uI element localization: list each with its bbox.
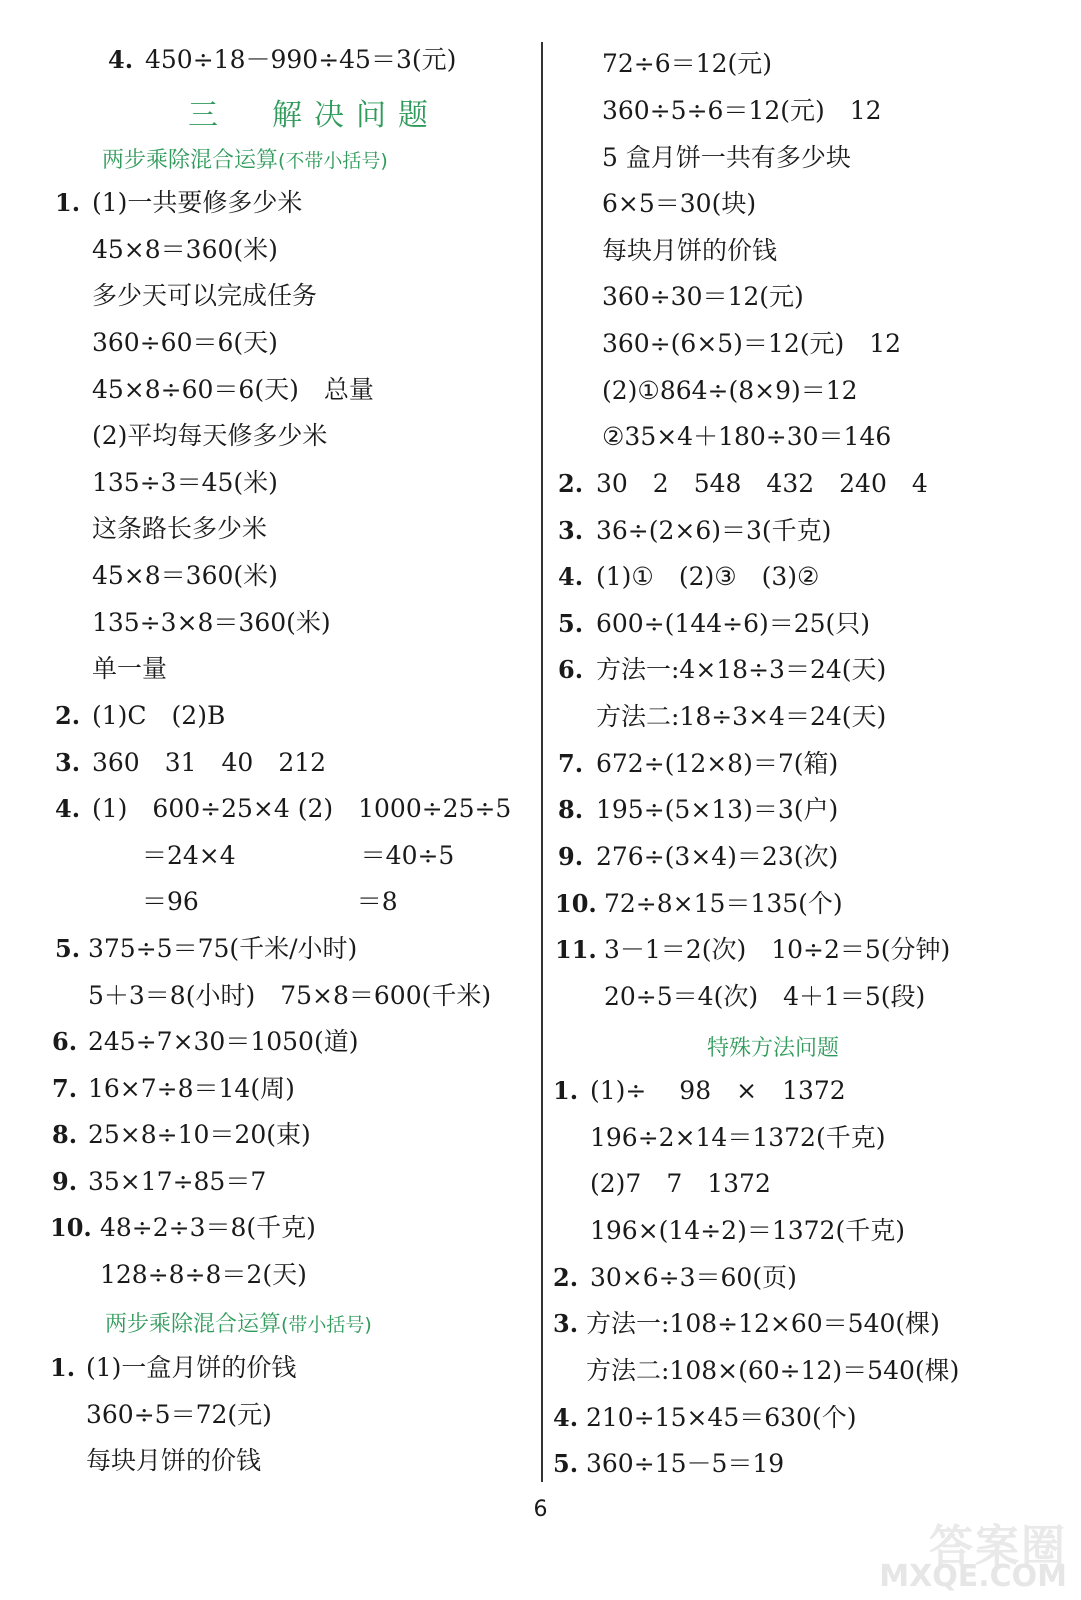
item-number: 1. xyxy=(553,1076,579,1105)
item-number: 2. xyxy=(55,701,81,730)
answer-line: 360 31 40 212 xyxy=(92,748,327,777)
answer-line: 单一量 xyxy=(92,654,168,683)
answer-line: (2)①864÷(8×9)＝12 xyxy=(602,376,858,405)
item-number: 4. xyxy=(108,45,134,74)
item-number: 10. xyxy=(50,1213,92,1242)
answer-line: 20÷5＝4(次) 4＋1＝5(段) xyxy=(604,982,926,1011)
item-number: 1. xyxy=(55,188,81,217)
answer-line: 35×17÷85＝7 xyxy=(88,1167,267,1196)
answer-line: 45×8÷60＝6(天) 总量 xyxy=(92,375,374,404)
answer-line: 方法一:4×18÷3＝24(天) xyxy=(596,655,887,684)
answer-line: (1)一盒月饼的价钱 xyxy=(86,1353,297,1382)
answer-line: 196÷2×14＝1372(千克) xyxy=(590,1123,886,1152)
answer-line: (1)① (2)③ (3)② xyxy=(596,562,820,591)
watermark-text: 答案圈 xyxy=(929,1521,1067,1572)
item-number: 7. xyxy=(558,749,584,778)
answer-line: 72÷8×15＝135(个) xyxy=(604,889,843,918)
section-title: 三 解决问题 xyxy=(188,98,440,133)
answer-line: 360÷15－5＝19 xyxy=(586,1449,785,1478)
answer-line: 245÷7×30＝1050(道) xyxy=(88,1027,359,1056)
answer-line: 30 2 548 432 240 4 xyxy=(596,469,928,498)
answer-line: 5＋3＝8(小时) 75×8＝600(千米) xyxy=(88,981,492,1010)
answer-line: (2)平均每天修多少米 xyxy=(92,421,328,450)
item-number: 2. xyxy=(553,1263,579,1292)
answer-line: 48÷2÷3＝8(千克) xyxy=(100,1213,316,1242)
answer-line: 196×(14÷2)＝1372(千克) xyxy=(590,1216,905,1245)
answer-line: 135÷3×8＝360(米) xyxy=(92,608,331,637)
answer-line: 25×8÷10＝20(束) xyxy=(88,1120,311,1149)
watermark-url: MXQE.COM xyxy=(879,1559,1067,1594)
item-number: 5. xyxy=(553,1449,579,1478)
answer-line: 5 盒月饼一共有多少块 xyxy=(602,143,851,172)
item-number: 6. xyxy=(52,1027,78,1056)
answer-line: (1)一共要修多少米 xyxy=(92,188,303,217)
answer-line: 方法二:108×(60÷12)＝540(棵) xyxy=(586,1356,960,1385)
item-number: 6. xyxy=(558,655,584,684)
item-number: 9. xyxy=(52,1167,78,1196)
item-number: 7. xyxy=(52,1074,78,1103)
answer-line: 45×8＝360(米) xyxy=(92,235,278,264)
answer-line: 195÷(5×13)＝3(户) xyxy=(596,795,839,824)
page-number: 6 xyxy=(533,1497,548,1522)
item-number: 4. xyxy=(55,794,81,823)
answer-line: 多少天可以完成任务 xyxy=(92,281,318,310)
answer-line: 276÷(3×4)＝23(次) xyxy=(596,842,839,871)
answer-line: 3－1＝2(次) 10÷2＝5(分钟) xyxy=(604,935,951,964)
answer-line: ②35×4＋180÷30＝146 xyxy=(602,422,892,451)
answer-line: 72÷6＝12(元) xyxy=(602,49,772,78)
answer-line: 6×5＝30(块) xyxy=(602,189,757,218)
answer-line: 30×6÷3＝60(页) xyxy=(590,1263,797,1292)
answer-line: 方法一:108÷12×60＝540(棵) xyxy=(586,1309,940,1338)
answer-line: ＝24×4 ＝40÷5 xyxy=(92,841,455,870)
watermark-logo xyxy=(879,1510,1067,1594)
answer-line: 每块月饼的价钱 xyxy=(86,1446,262,1475)
item-number: 4. xyxy=(558,562,584,591)
answer-line: 36÷(2×6)＝3(千克) xyxy=(596,516,832,545)
item-number: 5. xyxy=(558,609,584,638)
answer-line: 360÷5＝72(元) xyxy=(86,1400,272,1429)
item-number: 8. xyxy=(52,1120,78,1149)
item-number: 5. xyxy=(55,934,81,963)
item-number: 10. xyxy=(555,889,597,918)
item-number: 4. xyxy=(553,1403,579,1432)
column-divider xyxy=(541,42,543,1482)
item-number: 8. xyxy=(558,795,584,824)
item-number: 3. xyxy=(55,748,81,777)
item-number: 1. xyxy=(50,1353,76,1382)
answer-line: 375÷5＝75(千米/小时) xyxy=(88,934,358,963)
answer-line: 210÷15×45＝630(个) xyxy=(586,1403,857,1432)
answer-line: 360÷5÷6＝12(元) 12 xyxy=(602,96,882,125)
answer-line: 672÷(12×8)＝7(箱) xyxy=(596,749,839,778)
answer-line: 360÷60＝6(天) xyxy=(92,328,278,357)
answer-line: 135÷3＝45(米) xyxy=(92,468,278,497)
answer-line: 360÷(6×5)＝12(元) 12 xyxy=(602,329,902,358)
answer-line: 这条路长多少米 xyxy=(92,514,268,543)
answer-line: (1)÷ 98 × 1372 xyxy=(590,1076,846,1105)
item-number: 3. xyxy=(553,1309,579,1338)
answer-line: 360÷30＝12(元) xyxy=(602,282,804,311)
item-number: 3. xyxy=(558,516,584,545)
subsection-title: 两步乘除混合运算(不带小括号) xyxy=(102,148,388,173)
answer-line: (2)7 7 1372 xyxy=(590,1169,771,1198)
answer-line: 128÷8÷8＝2(天) xyxy=(100,1260,307,1289)
answer-line: (1)C (2)B xyxy=(92,701,226,730)
subsection-title: 特殊方法问题 xyxy=(707,1036,840,1061)
item-number: 2. xyxy=(558,469,584,498)
answer-line: 450÷18－990÷45＝3(元) xyxy=(145,45,457,74)
answer-line: (1) 600÷25×4 (2) 1000÷25÷5 xyxy=(92,794,512,823)
answer-line: 16×7÷8＝14(周) xyxy=(88,1074,295,1103)
subsection-title: 两步乘除混合运算(带小括号) xyxy=(105,1312,372,1337)
answer-line: 每块月饼的价钱 xyxy=(602,236,778,265)
answer-line: 45×8＝360(米) xyxy=(92,561,278,590)
item-number: 11. xyxy=(555,935,597,964)
item-number: 9. xyxy=(558,842,584,871)
answer-line: 方法二:18÷3×4＝24(天) xyxy=(596,702,887,731)
answer-line: 600÷(144÷6)＝25(只) xyxy=(596,609,871,638)
answer-line: ＝96 ＝8 xyxy=(92,887,398,916)
